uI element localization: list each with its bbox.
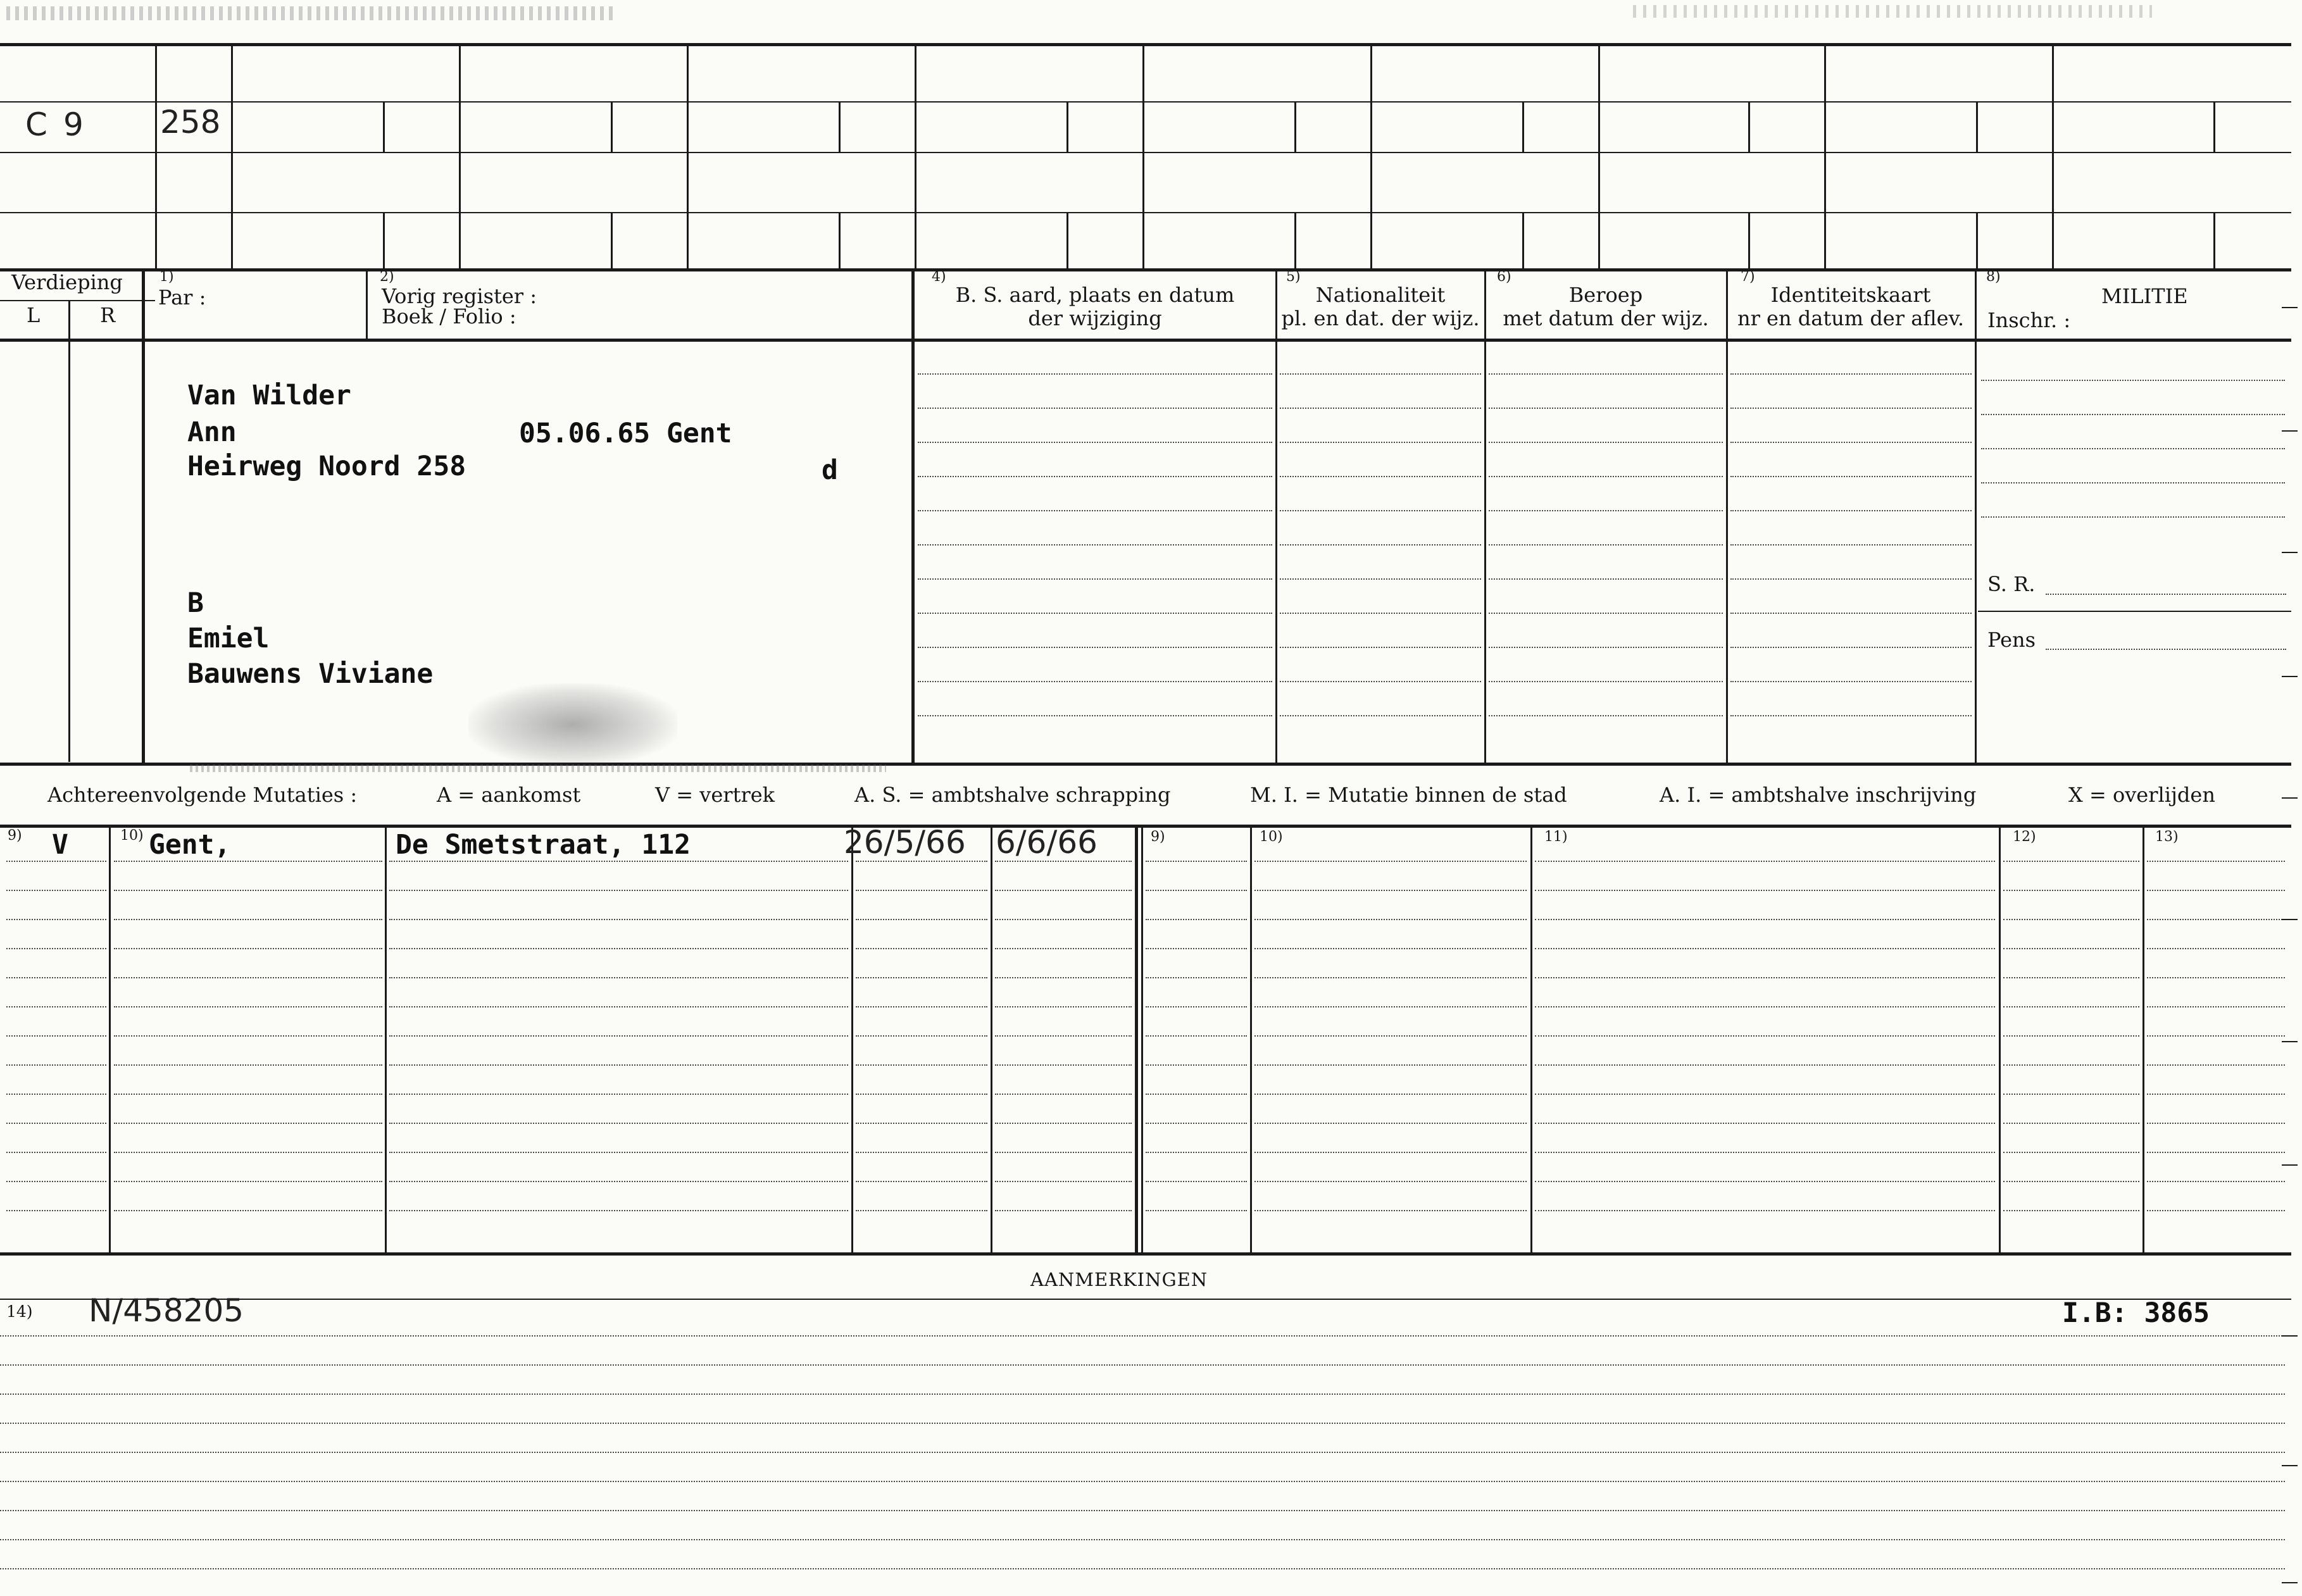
- nationaliteit-header: Nationaliteit pl. en dat. der wijz.: [1281, 283, 1480, 330]
- firstname: Ann: [187, 416, 237, 448]
- ruling-line: [114, 1035, 382, 1037]
- ruling-line: [2147, 1035, 2285, 1037]
- ruling-line: [1146, 1210, 1247, 1211]
- ruling-line: [2147, 1123, 2285, 1124]
- legend-x: X = overlijden: [2068, 783, 2215, 807]
- ruling-line: [1535, 977, 1995, 978]
- ruling-line: [1146, 1094, 1247, 1095]
- ruling-line: [1730, 544, 1972, 546]
- ruling-line: [1280, 442, 1481, 443]
- ruling-line: [1254, 1210, 1527, 1211]
- ruling-line: [2003, 1210, 2139, 1211]
- ruling-line: [995, 1094, 1132, 1095]
- boek-folio-label: Boek / Folio :: [382, 304, 516, 328]
- top-code-page: 258: [160, 104, 221, 140]
- ruling-line: [1254, 1181, 1527, 1182]
- ruling-line: [918, 442, 1272, 443]
- ruling-line: [1489, 544, 1723, 546]
- ruling-line: [2003, 1094, 2139, 1095]
- verdieping-label: Verdieping: [11, 270, 123, 294]
- ruling-line: [6, 1210, 106, 1211]
- top-grid-bottom: [0, 268, 2291, 271]
- ruling-line: [1254, 890, 1527, 891]
- ruling-line: [114, 919, 382, 920]
- ruling-line: [995, 890, 1132, 891]
- ruling-line: [2147, 1181, 2285, 1182]
- ruling-line: [2003, 919, 2139, 920]
- ruling-line: [1146, 919, 1247, 920]
- ruling-line: [1146, 1123, 1247, 1124]
- ruling-line: [1146, 1064, 1247, 1066]
- ruling-line: [1489, 681, 1723, 682]
- ruling-line: [6, 1064, 106, 1066]
- b-mark: B: [187, 587, 204, 619]
- ruling-line: [1146, 1035, 1247, 1037]
- pens-label: Pens: [1987, 628, 2036, 652]
- ruling-line: [6, 1035, 106, 1037]
- ruling-line: [1535, 1152, 1995, 1153]
- beroep-header: Beroep met datum der wijz.: [1503, 283, 1709, 330]
- ruling-line: [114, 1006, 382, 1007]
- ruling-line: [856, 977, 987, 978]
- ruling-line: [0, 1481, 2285, 1482]
- bs-header: B. S. aard, plaats en datum der wijziging: [955, 283, 1235, 330]
- legend-as: A. S. = ambtshalve schrapping: [854, 783, 1171, 807]
- ruling-line: [1535, 948, 1995, 949]
- vorig-register-label: Vorig register :: [382, 284, 537, 308]
- ruling-line: [389, 1064, 848, 1066]
- ruling-line: [995, 1152, 1132, 1153]
- ruling-line: [1730, 647, 1972, 648]
- ruling-line: [389, 977, 848, 978]
- ruling-line: [6, 977, 106, 978]
- legend-ai: A. I. = ambtshalve inschrijving: [1660, 783, 1977, 807]
- ruling-line: [1981, 414, 2285, 415]
- ruling-line: [995, 1035, 1132, 1037]
- ruling-line: [389, 1123, 848, 1124]
- ruling-line: [995, 977, 1132, 978]
- ruling-line: [1146, 948, 1247, 949]
- ruling-line: [1254, 1035, 1527, 1037]
- ruling-line: [114, 1181, 382, 1182]
- ruling-line: [1280, 613, 1481, 614]
- ruling-line: [918, 373, 1272, 375]
- surname: Van Wilder: [187, 380, 351, 411]
- ruling-line: [1280, 544, 1481, 546]
- ruling-line: [2147, 1094, 2285, 1095]
- ruling-line: [2147, 1210, 2285, 1211]
- right-label: R: [100, 303, 116, 327]
- ruling-line: [1280, 373, 1481, 375]
- ruling-line: [1730, 681, 1972, 682]
- ruling-line: [389, 919, 848, 920]
- ruling-line: [856, 948, 987, 949]
- legend-title: Achtereenvolgende Mutaties :: [47, 783, 358, 807]
- ruling-line: [0, 1364, 2285, 1366]
- ruling-line: [389, 1210, 848, 1211]
- ruling-line: [2147, 948, 2285, 949]
- ruling-line: [2147, 919, 2285, 920]
- ruling-line: [0, 1568, 2285, 1569]
- ruling-line: [6, 890, 106, 891]
- ruling-line: [1730, 408, 1972, 409]
- ruling-line: [1254, 1064, 1527, 1066]
- ruling-line: [1730, 373, 1972, 375]
- par-label: Par :: [158, 285, 206, 309]
- remarks-reference: N/458205: [89, 1292, 244, 1329]
- ruling-line: [1280, 578, 1481, 580]
- ruling-line: [114, 1152, 382, 1153]
- ruling-line: [856, 1064, 987, 1066]
- ruling-line: [6, 861, 106, 862]
- ruling-line: [389, 948, 848, 949]
- mutation-type: V: [52, 829, 68, 861]
- mutation-street: De Smetstraat, 112: [396, 829, 691, 861]
- ruling-line: [1535, 861, 1995, 862]
- ruling-line: [1489, 408, 1723, 409]
- ruling-line: [1489, 476, 1723, 477]
- header-bottom: [0, 339, 2291, 342]
- father-name: Emiel: [187, 623, 270, 654]
- remarks-title: AANMERKINGEN: [1030, 1269, 1208, 1290]
- ruling-line: [1254, 1094, 1527, 1095]
- ruling-line: [2147, 861, 2285, 862]
- ruling-line: [918, 681, 1272, 682]
- ruling-line: [389, 1094, 848, 1095]
- ruling-line: [1535, 1123, 1995, 1124]
- ruling-line: [2147, 890, 2285, 891]
- legend-a: A = aankomst: [437, 783, 581, 807]
- ruling-line: [2003, 977, 2139, 978]
- ruling-line: [1280, 476, 1481, 477]
- ruling-line: [0, 1539, 2285, 1540]
- ruling-line: [6, 1094, 106, 1095]
- ruling-line: [1146, 1181, 1247, 1182]
- ruling-line: [1730, 715, 1972, 716]
- ruling-line: [389, 890, 848, 891]
- ruling-line: [1146, 1152, 1247, 1153]
- ruling-line: [6, 1123, 106, 1124]
- top-code-letter: C: [25, 106, 47, 143]
- ruling-line: [1981, 482, 2285, 483]
- ruling-line: [2003, 1064, 2139, 1066]
- ruling-line: [114, 1123, 382, 1124]
- ruling-line: [1254, 1152, 1527, 1153]
- ruling-line: [1280, 715, 1481, 716]
- gender-mark: d: [822, 454, 838, 486]
- scan-noise-top-right: [1633, 5, 2152, 18]
- ruling-line: [114, 1064, 382, 1066]
- ruling-line: [2003, 948, 2139, 949]
- ruling-line: [1535, 919, 1995, 920]
- ruling-line: [1489, 647, 1723, 648]
- ruling-line: [856, 1152, 987, 1153]
- ruling-line: [918, 544, 1272, 546]
- scan-smudge-strip: [190, 764, 886, 772]
- ruling-line: [0, 1335, 2285, 1337]
- ruling-line: [1489, 510, 1723, 511]
- ruling-line: [2003, 890, 2139, 891]
- ruling-line: [856, 1181, 987, 1182]
- ruling-line: [0, 1510, 2285, 1511]
- address: Heirweg Noord 258: [187, 451, 466, 482]
- ruling-line: [1254, 861, 1527, 862]
- ruling-line: [1535, 890, 1995, 891]
- ruling-line: [2147, 977, 2285, 978]
- legend-v: V = vertrek: [655, 783, 775, 807]
- ruling-line: [1535, 1094, 1995, 1095]
- ruling-line: [1489, 442, 1723, 443]
- ruling-line: [1730, 442, 1972, 443]
- birth-date-place: 05.06.65 Gent: [519, 418, 732, 449]
- ruling-line: [114, 861, 382, 862]
- ruling-line: [389, 1152, 848, 1153]
- ruling-line: [0, 1423, 2285, 1424]
- mutation-date-2: 6/6/66: [996, 824, 1098, 861]
- ruling-line: [1730, 476, 1972, 477]
- ruling-line: [995, 948, 1132, 949]
- ruling-line: [995, 919, 1132, 920]
- ruling-line: [6, 1006, 106, 1007]
- top-code-number: 9: [63, 106, 84, 143]
- ruling-line: [6, 948, 106, 949]
- ruling-line: [856, 861, 987, 862]
- ruling-line: [6, 1152, 106, 1153]
- inschr-label: Inschr. :: [1987, 308, 2071, 332]
- ruling-line: [1146, 890, 1247, 891]
- ruling-line: [856, 1094, 987, 1095]
- ruling-line: [918, 476, 1272, 477]
- top-border: [0, 43, 2291, 46]
- ruling-line: [6, 919, 106, 920]
- ruling-line: [2003, 1123, 2139, 1124]
- ruling-line: [389, 1035, 848, 1037]
- ruling-line: [1280, 647, 1481, 648]
- ruling-line: [2147, 1006, 2285, 1007]
- ruling-line: [856, 919, 987, 920]
- ruling-line: [114, 1210, 382, 1211]
- ruling-line: [856, 1210, 987, 1211]
- ruling-line: [1254, 1123, 1527, 1124]
- ruling-line: [1146, 1006, 1247, 1007]
- ruling-line: [995, 861, 1132, 862]
- ruling-line: [1981, 380, 2285, 381]
- legend-mi: M. I. = Mutatie binnen de stad: [1250, 783, 1567, 807]
- ruling-line: [0, 1393, 2285, 1395]
- militie-label: MILITIE: [2101, 284, 2188, 308]
- mother-name: Bauwens Viviane: [187, 658, 434, 690]
- ruling-line: [856, 1035, 987, 1037]
- ruling-line: [918, 510, 1272, 511]
- ruling-line: [1981, 448, 2285, 449]
- mutation-bottom: [0, 1252, 2291, 1256]
- ruling-line: [1489, 613, 1723, 614]
- ruling-line: [1280, 681, 1481, 682]
- ruling-line: [856, 890, 987, 891]
- ruling-line: [389, 861, 848, 862]
- ruling-line: [1981, 516, 2285, 518]
- scan-smudge: [468, 683, 677, 766]
- ruling-line: [1535, 1064, 1995, 1066]
- ruling-line: [995, 1123, 1132, 1124]
- ruling-line: [995, 1064, 1132, 1066]
- left-label: L: [27, 303, 41, 327]
- ruling-line: [1146, 861, 1247, 862]
- ruling-line: [6, 1181, 106, 1182]
- ruling-line: [1489, 373, 1723, 375]
- ruling-line: [1254, 948, 1527, 949]
- ruling-line: [2003, 1006, 2139, 1007]
- identiteitskaart-header: Identiteitskaart nr en datum der aflev.: [1737, 283, 1965, 330]
- ruling-line: [2147, 1064, 2285, 1066]
- ruling-line: [2003, 861, 2139, 862]
- ruling-line: [918, 647, 1272, 648]
- ruling-line: [1254, 919, 1527, 920]
- ruling-line: [1489, 715, 1723, 716]
- ruling-line: [114, 890, 382, 891]
- ruling-line: [918, 408, 1272, 409]
- ruling-line: [2003, 1181, 2139, 1182]
- scan-noise-top: [6, 6, 614, 20]
- ruling-line: [1535, 1181, 1995, 1182]
- ruling-line: [1730, 613, 1972, 614]
- ruling-line: [114, 977, 382, 978]
- ruling-line: [1730, 510, 1972, 511]
- ruling-line: [114, 1094, 382, 1095]
- ruling-line: [2147, 1152, 2285, 1153]
- ruling-line: [1730, 578, 1972, 580]
- ruling-line: [856, 1006, 987, 1007]
- ruling-line: [0, 1452, 2285, 1453]
- mutation-date-1: 26/5/66: [844, 824, 966, 861]
- sr-label: S. R.: [1987, 572, 2036, 596]
- ruling-line: [918, 578, 1272, 580]
- ruling-line: [918, 715, 1272, 716]
- ruling-line: [389, 1006, 848, 1007]
- ruling-line: [2003, 1035, 2139, 1037]
- ruling-line: [1489, 578, 1723, 580]
- ruling-line: [995, 1181, 1132, 1182]
- ruling-line: [1280, 510, 1481, 511]
- ruling-line: [1535, 1210, 1995, 1211]
- ruling-line: [1254, 977, 1527, 978]
- mutation-top: [0, 825, 2291, 828]
- ruling-line: [2003, 1152, 2139, 1153]
- ruling-line: [1535, 1006, 1995, 1007]
- mutation-city: Gent,: [149, 829, 231, 861]
- ruling-line: [1146, 977, 1247, 978]
- remarks-ib: I.B: 3865: [2062, 1297, 2210, 1329]
- ruling-line: [1254, 1006, 1527, 1007]
- ruling-line: [114, 948, 382, 949]
- ruling-line: [1535, 1035, 1995, 1037]
- ruling-line: [389, 1181, 848, 1182]
- ruling-line: [856, 1123, 987, 1124]
- ruling-line: [1280, 408, 1481, 409]
- ruling-line: [995, 1006, 1132, 1007]
- ruling-line: [995, 1210, 1132, 1211]
- ruling-line: [918, 613, 1272, 614]
